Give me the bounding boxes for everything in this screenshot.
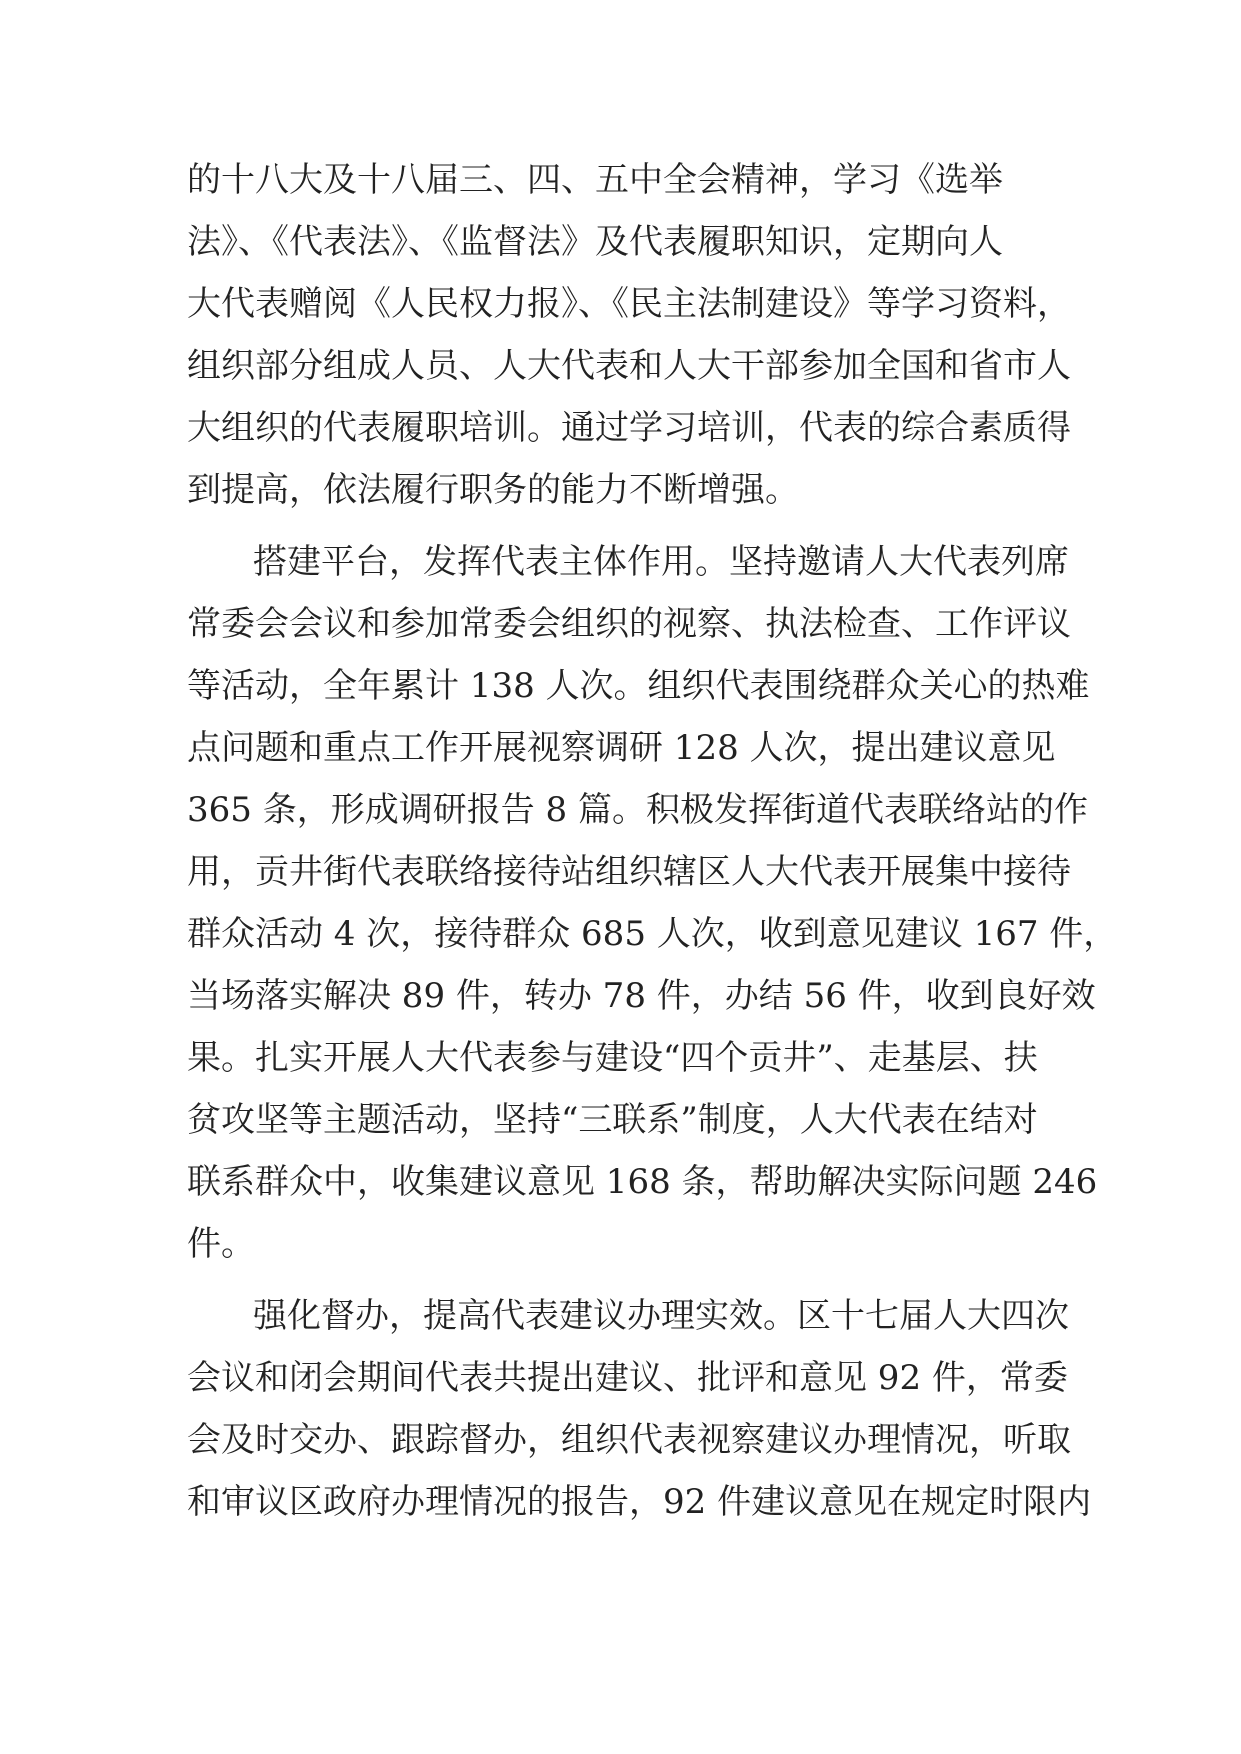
- paragraph-spacing: [187, 1275, 1057, 1285]
- paragraph-line: 当场落实解决 89 件，转办 78 件，办结 56 件，收到良好效: [187, 976, 1096, 1016]
- paragraph-line: 会议和闭会期间代表共提出建议、批评和意见 92 件，常委: [187, 1358, 1068, 1398]
- paragraph-line: 用，贡井街代表联络接待站组织辖区人大代表开展集中接待: [187, 852, 1071, 892]
- paragraph-line: 贫攻坚等主题活动，坚持“三联系”制度，人大代表在结对: [187, 1100, 1038, 1140]
- paragraph-line: 群众活动 4 次，接待群众 685 人次，收到意见建议 167 件，: [187, 914, 1118, 954]
- paragraph-line: 等活动，全年累计 138 人次。组织代表围绕群众关心的热难: [187, 666, 1090, 706]
- paragraph-platform: [187, 531, 1118, 1275]
- paragraph-spacing: [187, 521, 1057, 531]
- paragraph-line: 常委会会议和参加常委会组织的视察、执法检查、工作评议: [187, 604, 1071, 644]
- paragraph-line: 果。扎实开展人大代表参与建设“四个贡井”、走基层、扶: [187, 1038, 1038, 1078]
- paragraph-line: 件。: [187, 1224, 255, 1264]
- paragraph-line: 365 条，形成调研报告 8 篇。积极发挥街道代表联络站的作: [187, 790, 1088, 830]
- paragraph-line: 大组织的代表履职培训。通过学习培训，代表的综合素质得: [187, 408, 1071, 448]
- paragraph-line: 联系群众中，收集建议意见 168 条，帮助解决实际问题 246: [187, 1162, 1098, 1202]
- paragraph-line: 和审议区政府办理情况的报告，92 件建议意见在规定时限内: [187, 1482, 1092, 1522]
- paragraph-line: 的十八大及十八届三、四、五中全会精神，学习《选举: [187, 160, 1003, 200]
- paragraph-study-training: [187, 149, 1071, 521]
- paragraph-line: 法》、《代表法》、《监督法》及代表履职知识，定期向人: [187, 222, 1003, 262]
- paragraph-line: 强化督办，提高代表建议办理实效。区十七届人大四次: [253, 1296, 1069, 1336]
- paragraph-line: 搭建平台，发挥代表主体作用。坚持邀请人大代表列席: [253, 542, 1069, 582]
- paragraph-line: 到提高，依法履行职务的能力不断增强。: [187, 470, 799, 510]
- document-body: [187, 149, 1118, 1533]
- paragraph-line: 组织部分组成人员、人大代表和人大干部参加全国和省市人: [187, 346, 1071, 386]
- paragraph-line: 会及时交办、跟踪督办，组织代表视察建议办理情况，听取: [187, 1420, 1071, 1460]
- paragraph-line: 点问题和重点工作开展视察调研 128 人次，提出建议意见: [187, 728, 1056, 768]
- paragraph-supervision: [187, 1285, 1092, 1533]
- paragraph-line: 大代表赠阅《人民权力报》、《民主法制建设》等学习资料，: [187, 284, 1071, 324]
